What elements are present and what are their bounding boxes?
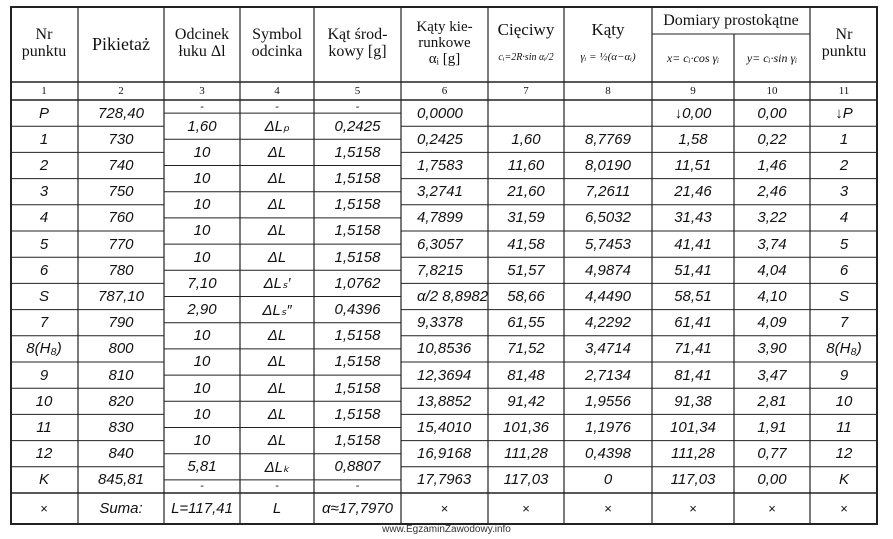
- table-cell-gamma: 4,4490: [585, 287, 631, 305]
- table-cell-gamma: 5,7453: [585, 235, 631, 253]
- table-cell-alpha: 16,9168: [417, 445, 472, 463]
- column-number: 8: [605, 85, 611, 97]
- table-cell-pik: 840: [108, 445, 134, 463]
- segment-cell-kat: -: [355, 480, 360, 493]
- table-cell-x: 51,41: [674, 261, 712, 279]
- table-cell-pik: 780: [108, 261, 134, 279]
- table-cell-nr: 10: [35, 392, 53, 410]
- segment-cell-len: 10: [193, 196, 211, 214]
- table-cell-gamma: 1,9556: [585, 392, 631, 410]
- table-cell-alpha: 4,7899: [417, 209, 463, 227]
- segment-cell-sym: ΔL: [267, 353, 287, 371]
- table-cell-nr: S: [38, 287, 49, 305]
- table-cell-c: 21,60: [507, 183, 545, 201]
- sum-row-cell: ×: [40, 501, 48, 516]
- segment-cell-len: 10: [193, 432, 211, 450]
- header-nr-punktu: Nr punktu: [21, 26, 67, 60]
- table-cell-alpha: 13,8852: [417, 392, 472, 410]
- table-cell-c: 81,48: [507, 366, 545, 384]
- segment-cell-sym: -: [275, 480, 279, 493]
- column-number: 6: [441, 85, 448, 97]
- header-odcinek-luku: Odcinek łuku Δl: [174, 26, 230, 60]
- table-cell-y: 3,90: [757, 340, 787, 358]
- table-cell-gamma: 4,9874: [585, 261, 631, 279]
- sum-row-cell: ×: [522, 501, 530, 516]
- table-cell-pik: 760: [108, 209, 134, 227]
- header-katy: Kąty: [591, 20, 625, 40]
- segment-cell-kat: 1,0762: [334, 274, 381, 292]
- header-cieciwy-formula: cᵢ=2R·sin αᵢ/2: [498, 51, 554, 63]
- table-cell-y: 0,22: [757, 130, 787, 148]
- table-cell-alpha: 6,3057: [417, 235, 463, 253]
- header-domiary-prostokatne: Domiary prostokątne: [663, 11, 799, 29]
- table-cell-pik: 830: [108, 418, 134, 436]
- table-cell-x: 101,34: [670, 418, 716, 436]
- table-cell-gamma: 3,4714: [585, 340, 631, 358]
- column-number: 1: [41, 85, 47, 97]
- sum-row-cell: ×: [840, 501, 848, 516]
- table-cell-alpha: 1,7583: [417, 156, 463, 174]
- segment-cell-kat: 0,8807: [334, 458, 381, 476]
- header-symbol-odcinka: Symbol odcinka: [251, 26, 303, 60]
- segment-cell-kat: 1,5158: [334, 327, 381, 345]
- table-cell-nr: 5: [39, 235, 49, 253]
- table-cell-nr2: 5: [839, 235, 849, 253]
- header-kat-srodkowy: Kąt środ- kowy [g]: [327, 26, 388, 60]
- table-cell-alpha: 0,0000: [417, 104, 463, 122]
- table-cell-alpha: 10,8536: [417, 340, 472, 358]
- table-cell-nr: 8(H₈): [26, 340, 62, 358]
- table-cell-c: 71,52: [507, 340, 545, 358]
- segment-cell-len: 2,90: [187, 301, 217, 319]
- segment-cell-sym: ΔL: [267, 143, 287, 161]
- column-number: 9: [690, 85, 696, 97]
- table-cell-gamma: 4,2292: [585, 314, 631, 332]
- segment-cell-kat: 1,5158: [334, 248, 381, 266]
- header-pikietaz: Pikietaż: [92, 33, 150, 54]
- table-cell-gamma: 6,5032: [585, 209, 631, 227]
- segment-cell-len: 1,60: [187, 117, 217, 135]
- table-cell-nr: 6: [39, 261, 49, 279]
- table-cell-gamma: 8,0190: [585, 156, 631, 174]
- segment-cell-kat: 1,5158: [334, 379, 381, 397]
- table-cell-pik: 740: [108, 156, 134, 174]
- table-cell-c: 11,60: [507, 156, 545, 174]
- segment-cell-sym: ΔLₛ″: [262, 301, 292, 319]
- table-cell-nr2: 8(H₈): [826, 340, 862, 358]
- segment-cell-sym: ΔLₚ: [264, 118, 290, 136]
- table-cell-nr2: 1: [839, 130, 849, 148]
- table-cell-y: 3,22: [757, 209, 787, 227]
- table-cell-y: 4,04: [757, 261, 787, 279]
- segment-cell-kat: 1,5158: [334, 143, 381, 161]
- table-cell-alpha: α/2 8,8982: [417, 287, 489, 305]
- table-cell-c: 31,59: [507, 209, 545, 227]
- column-number: 11: [838, 85, 850, 97]
- table-cell-pik: 750: [108, 183, 134, 201]
- table-cell-y: 2,46: [757, 183, 787, 201]
- table-cell-x: 31,43: [674, 209, 712, 227]
- table-cell-y: 3,47: [757, 366, 787, 384]
- table-cell-c: 41,58: [507, 235, 545, 253]
- segment-cell-len: 5,81: [187, 458, 217, 476]
- table-cell-x: 21,46: [674, 183, 712, 201]
- column-number: 10: [766, 85, 778, 97]
- table-cell-x: ↓0,00: [674, 104, 712, 122]
- table-cell-nr2: 2: [839, 156, 849, 174]
- segment-cell-sym: ΔL: [267, 196, 287, 214]
- table-cell-gamma: 2,7134: [585, 366, 631, 384]
- segment-cell-sym: -: [275, 100, 279, 113]
- sum-row-cell: ×: [689, 501, 697, 516]
- table-cell-y: 1,91: [757, 418, 787, 436]
- table-cell-y: 2,81: [757, 392, 787, 410]
- table-cell-x: 91,38: [674, 392, 712, 410]
- table-cell-nr: 1: [39, 130, 49, 148]
- table-cell-c: 61,55: [507, 314, 545, 332]
- table-cell-alpha: 9,3378: [417, 314, 463, 332]
- table-cell-nr2: 4: [839, 209, 849, 227]
- table-cell-x: 1,58: [678, 130, 708, 148]
- sum-row-cell: L: [272, 500, 282, 517]
- table-cell-pik: 800: [108, 340, 134, 358]
- table-cell-gamma: [564, 100, 652, 126]
- table-cell-nr: 4: [39, 209, 49, 227]
- table-cell-pik: 728,40: [98, 104, 144, 122]
- segment-cell-len: 10: [193, 327, 211, 345]
- table-cell-y: 4,10: [757, 287, 787, 305]
- table-cell-alpha: 3,2741: [417, 183, 463, 201]
- table-cell-nr: 12: [35, 445, 53, 463]
- segment-cell-sym: ΔL: [267, 248, 287, 266]
- table-cell-x: 117,03: [670, 471, 716, 489]
- table-cell-nr2: 12: [835, 445, 853, 463]
- segment-cell-kat: 1,5158: [334, 196, 381, 214]
- segment-cell-sym: ΔL: [267, 405, 287, 423]
- header-x-formula: x= cᵢ·cos γᵢ: [666, 50, 720, 65]
- table-cell-c: [488, 100, 564, 126]
- table-cell-nr2: 11: [836, 418, 852, 436]
- segment-cell-kat: 1,5158: [334, 405, 381, 423]
- column-number: 7: [523, 85, 529, 97]
- table-cell-gamma: 1,1976: [585, 418, 631, 436]
- table-cell-pik: 790: [108, 314, 134, 332]
- table-cell-x: 41,41: [674, 235, 712, 253]
- table-cell-y: 4,09: [757, 314, 787, 332]
- segment-cell-kat: 1,5158: [334, 170, 381, 188]
- segment-cell-len: 10: [193, 143, 211, 161]
- segment-cell-len: 10: [193, 379, 211, 397]
- table-cell-gamma: 0: [603, 471, 613, 489]
- sum-row-cell: ×: [440, 501, 449, 516]
- table-cell-nr: K: [38, 471, 49, 489]
- table-cell-y: 0,77: [757, 445, 787, 463]
- segment-cell-sym: ΔL: [267, 170, 287, 188]
- segment-cell-kat: -: [355, 100, 360, 113]
- segment-cell-len: -: [200, 100, 204, 113]
- segment-cell-sym: ΔL: [267, 432, 287, 450]
- segment-cell-kat: 1,5158: [334, 222, 381, 240]
- header-nr-punktu-right: Nr punktu: [821, 26, 867, 60]
- table-cell-c: 51,57: [507, 261, 545, 279]
- table-cell-y: 3,74: [757, 235, 787, 253]
- table-cell-alpha: 15,4010: [417, 418, 472, 436]
- table-cell-nr2: 3: [839, 183, 849, 201]
- table-cell-gamma: 7,2611: [585, 183, 631, 201]
- segment-cell-sym: ΔLₛ′: [263, 275, 291, 293]
- table-cell-x: 71,41: [674, 340, 712, 358]
- table-cell-nr2: ↓P: [835, 104, 853, 122]
- segment-cell-len: 10: [193, 170, 211, 188]
- table-cell-c: 111,28: [504, 445, 548, 463]
- header-katy-formula: γᵢ = ½(α−αᵢ): [580, 51, 636, 64]
- table-cell-nr2: 6: [839, 261, 849, 279]
- table-cell-x: 11,51: [674, 156, 712, 174]
- table-cell-nr: 2: [39, 156, 49, 174]
- table-cell-pik: 820: [108, 392, 134, 410]
- table-cell-pik: 810: [108, 366, 134, 384]
- column-number: 2: [118, 85, 124, 97]
- column-number: 4: [274, 85, 280, 97]
- sum-row-cell: ×: [604, 501, 612, 516]
- segment-cell-len: 7,10: [187, 274, 217, 292]
- table-cell-nr: P: [38, 104, 49, 122]
- table-cell-nr2: K: [838, 471, 849, 489]
- segment-cell-sym: ΔLₖ: [264, 458, 290, 476]
- sum-row-cell: L=117,41: [171, 500, 233, 517]
- segment-cell-kat: 0,2425: [334, 117, 381, 135]
- table-cell-nr2: 7: [839, 314, 849, 332]
- table-cell-alpha: 17,7963: [417, 471, 472, 489]
- table-cell-c: 1,60: [511, 130, 541, 148]
- table-cell-alpha: 7,8215: [417, 261, 463, 279]
- header-katy-kierunkowe: Kąty kie- runkowe αᵢ [g]: [416, 19, 473, 67]
- segment-cell-kat: 1,5158: [334, 353, 381, 371]
- table-cell-nr2: S: [838, 287, 849, 305]
- segment-cell-kat: 1,5158: [334, 432, 381, 450]
- table-cell-y: 1,46: [757, 156, 787, 174]
- table-cell-gamma: 8,7769: [585, 130, 631, 148]
- table-cell-gamma: 0,4398: [585, 445, 631, 463]
- table-cell-nr2: 10: [835, 392, 853, 410]
- sum-row-cell: ×: [768, 501, 776, 516]
- table-cell-pik: 845,81: [98, 471, 144, 489]
- column-number: 3: [199, 85, 205, 97]
- table-cell-alpha: 12,3694: [417, 366, 472, 384]
- table-cell-nr2: 9: [839, 366, 849, 384]
- segment-cell-len: 10: [193, 248, 211, 266]
- watermark: www.EgzaminZawodowy.info: [382, 524, 511, 535]
- segment-cell-kat: 0,4396: [334, 301, 381, 319]
- table-cell-x: 81,41: [674, 366, 712, 384]
- table-cell-x: 61,41: [674, 314, 712, 332]
- table-cell-y: 0,00: [757, 471, 787, 489]
- table-cell-nr: 3: [39, 183, 49, 201]
- segment-cell-len: 10: [193, 353, 211, 371]
- table-cell-pik: 787,10: [98, 287, 144, 305]
- table-cell-nr: 9: [39, 366, 49, 384]
- table-cell-x: 111,28: [671, 445, 715, 463]
- segment-cell-sym: ΔL: [267, 222, 287, 240]
- table-cell-c: 117,03: [503, 471, 549, 489]
- table-cell-pik: 770: [108, 235, 134, 253]
- segment-cell-sym: ΔL: [267, 379, 287, 397]
- table-cell-c: 91,42: [507, 392, 545, 410]
- column-number: 5: [354, 85, 361, 97]
- surveying-table: [10, 6, 880, 526]
- table-cell-pik: 730: [108, 130, 134, 148]
- table-cell-nr: 11: [36, 418, 52, 436]
- header-y-formula: y= cᵢ·sin γᵢ: [746, 50, 798, 65]
- segment-cell-len: 10: [193, 405, 211, 423]
- segment-cell-len: -: [200, 480, 204, 493]
- sum-row-cell: α≈17,7970: [321, 500, 393, 517]
- table-cell-c: 101,36: [503, 418, 549, 436]
- segment-cell-len: 10: [193, 222, 211, 240]
- segment-cell-sym: ΔL: [267, 327, 287, 345]
- table-cell-y: 0,00: [757, 104, 787, 122]
- header-cieciwy: Cięciwy: [497, 20, 555, 40]
- table-cell-x: 58,51: [674, 287, 712, 305]
- table-cell-c: 58,66: [507, 287, 545, 305]
- sum-row-cell: Suma:: [99, 500, 143, 517]
- table-cell-alpha: 0,2425: [417, 130, 463, 148]
- table-cell-nr: 7: [39, 314, 49, 332]
